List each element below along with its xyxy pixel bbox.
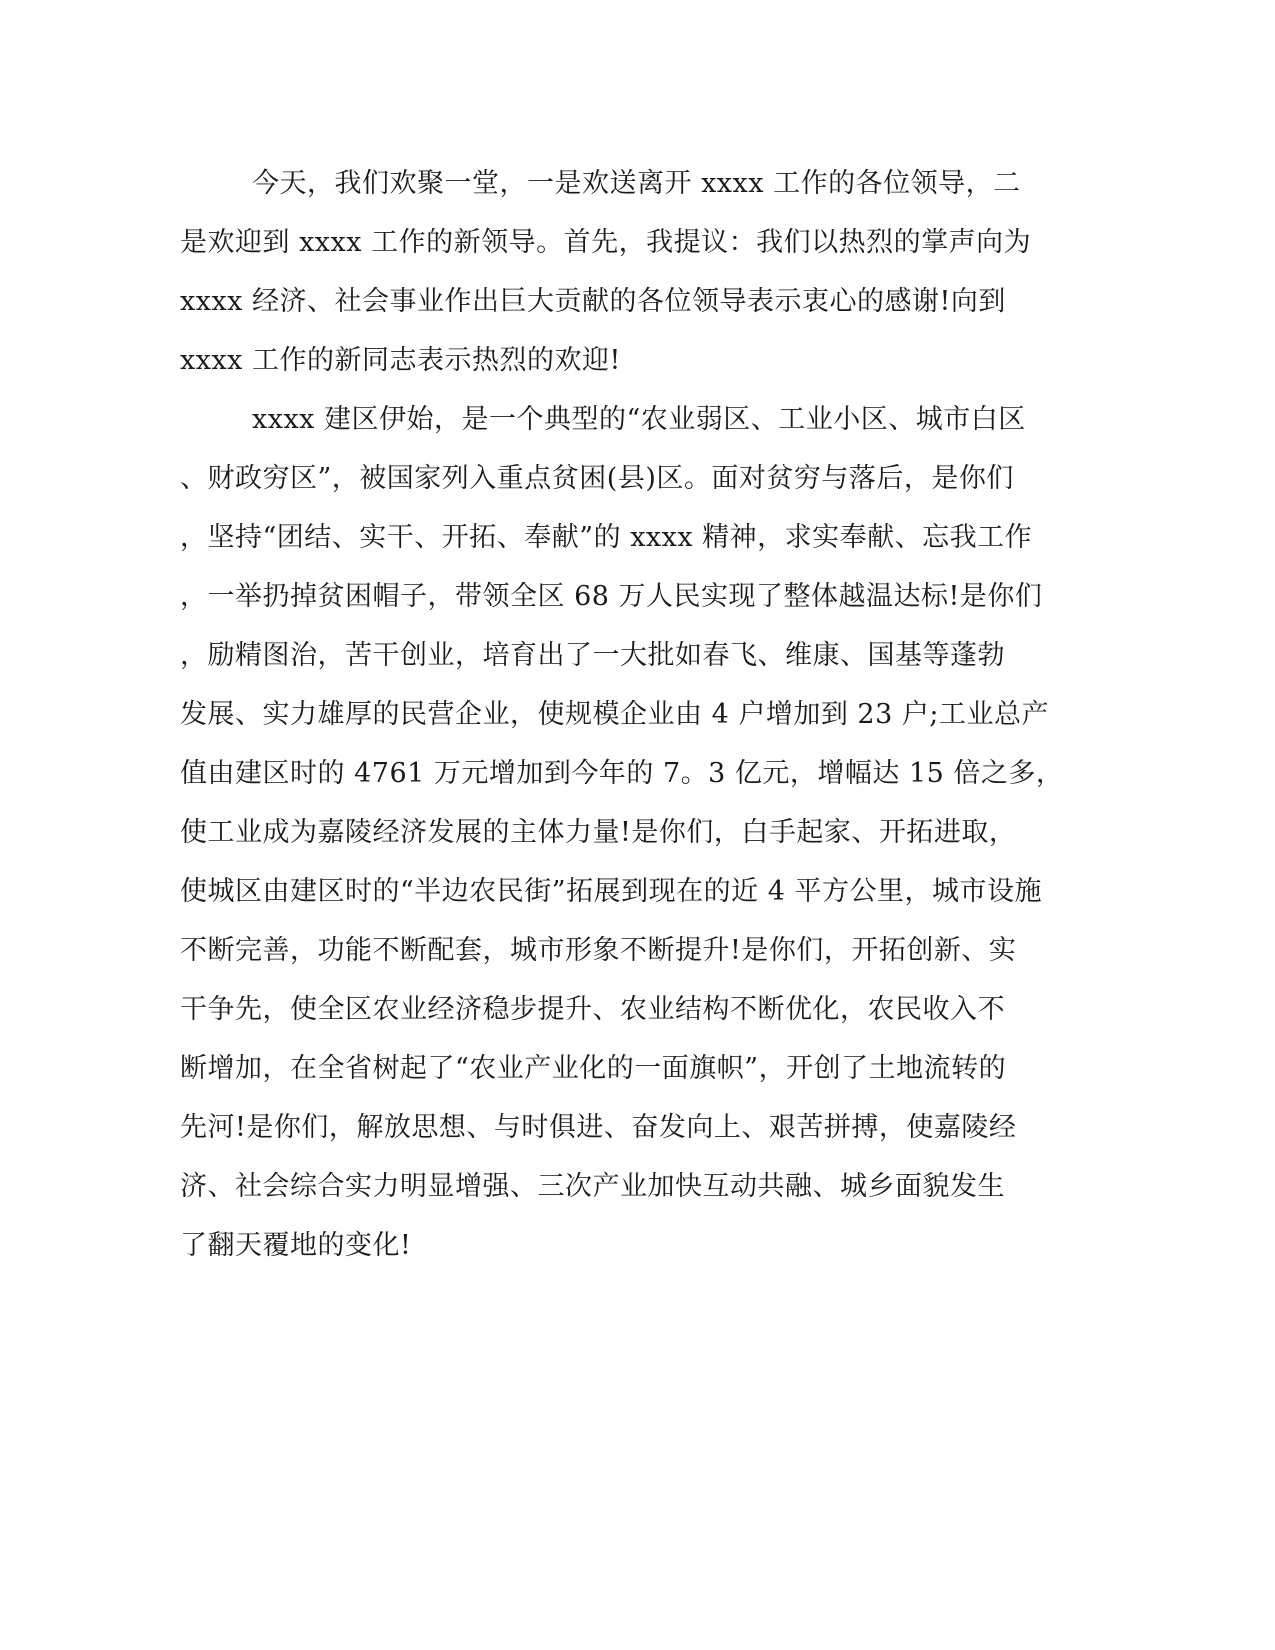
paragraph-line: 干争先，使全区农业经济稳步提升、农业结构不断优化，农民收入不 — [180, 994, 1005, 1025]
paragraph-line: 不断完善，功能不断配套，城市形象不断提升!是你们，开拓创新、实 — [180, 935, 1017, 966]
paragraph-line: 济、社会综合实力明显增强、三次产业加快互动共融、城乡面貌发生 — [180, 1171, 1005, 1202]
paragraph-line: 使工业成为嘉陵经济发展的主体力量!是你们，白手起家、开拓进取， — [180, 817, 1017, 848]
paragraph-line: xxxx 建区伊始，是一个典型的“农业弱区、工业小区、城市白区 — [252, 404, 1026, 435]
paragraph-line: 值由建区时的 4761 万元增加到今年的 7。3 亿元，增幅达 15 倍之多， — [180, 758, 1064, 789]
paragraph-line: ，励精图治，苦干创业，培育出了一大批如春飞、维康、国基等蓬勃 — [180, 640, 1005, 671]
paragraph-line: 先河!是你们，解放思想、与时俱进、奋发向上、艰苦拼搏，使嘉陵经 — [180, 1112, 1017, 1143]
paragraph-line: xxxx 工作的新同志表示热烈的欢迎! — [180, 345, 621, 376]
paragraph-achievements — [180, 390, 1064, 1275]
paragraph-line: 今天，我们欢聚一堂，一是欢送离开 xxxx 工作的各位领导，二 — [252, 168, 1021, 199]
paragraph-line: ，一举扔掉贫困帽子，带领全区 68 万人民实现了整体越温达标!是你们 — [180, 581, 1043, 612]
paragraph-line: ，坚持“团结、实干、开拓、奉献”的 xxxx 精神，求实奉献、忘我工作 — [180, 522, 1033, 553]
paragraph-line: 使城区由建区时的“半边农民街”拓展到现在的近 4 平方公里，城市设施 — [180, 876, 1042, 907]
paragraph-welcome — [180, 154, 1040, 390]
paragraph-line: 是欢迎到 xxxx 工作的新领导。首先，我提议：我们以热烈的掌声向为 — [180, 227, 1032, 258]
paragraph-line: 发展、实力雄厚的民营企业，使规模企业由 4 户增加到 23 户;工业总产 — [180, 699, 1049, 730]
paragraph-line: 、财政穷区”，被国家列入重点贫困(县)区。面对贫穷与落后，是你们 — [180, 463, 1014, 494]
paragraph-line: 断增加，在全省树起了“农业产业化的一面旗帜”，开创了土地流转的 — [180, 1053, 1007, 1084]
paragraph-line: xxxx 经济、社会事业作出巨大贡献的各位领导表示衷心的感谢!向到 — [180, 286, 1006, 317]
paragraph-line: 了翻天覆地的变化! — [180, 1230, 412, 1261]
